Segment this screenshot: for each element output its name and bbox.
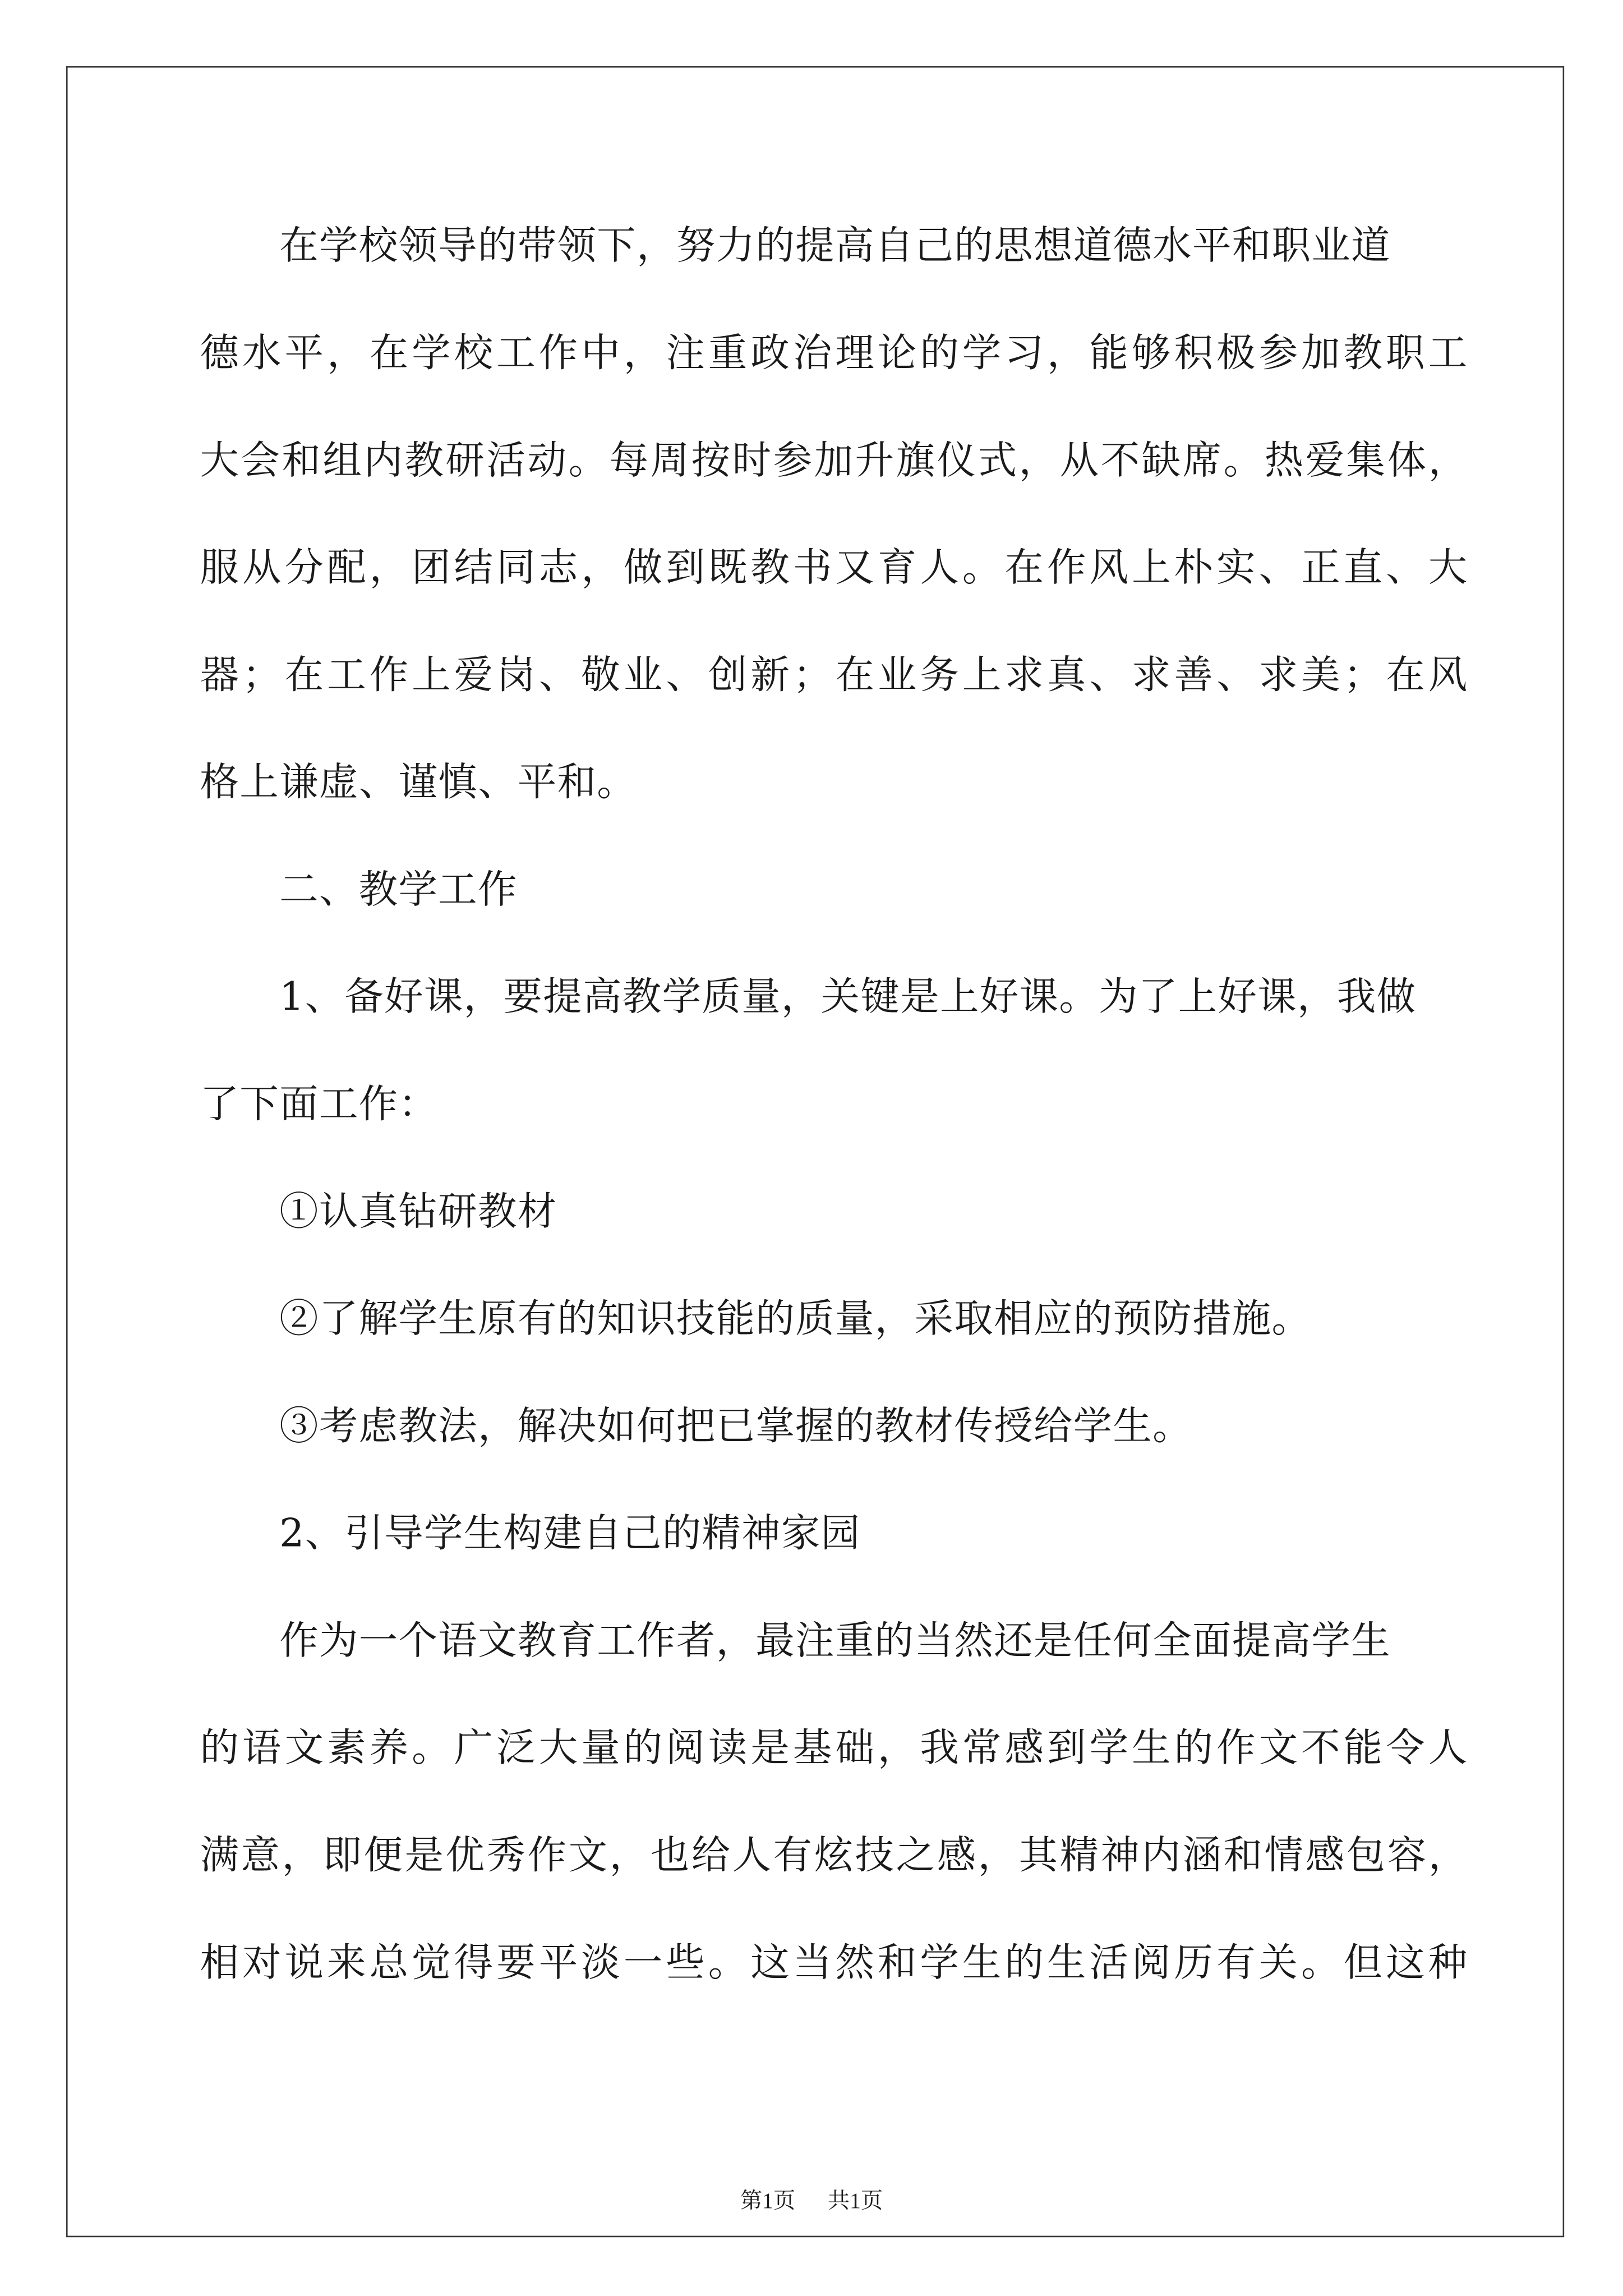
- list-item: ③考虑教法，解决如何把已掌握的教材传授给学生。: [279, 1404, 1192, 1450]
- text-line: 大会和组内教研活动。每周按时参加升旗仪式，从不缺席。热爱集体，: [200, 438, 1468, 484]
- page-footer: [0, 2187, 1623, 2216]
- text-line: 的语文素养。广泛大量的阅读是基础，我常感到学生的作文不能令人: [200, 1726, 1468, 1772]
- text-line: 了下面工作：: [200, 1082, 439, 1128]
- text-line: 1、备好课，要提高教学质量，关键是上好课。为了上好课，我做: [279, 974, 1417, 1020]
- list-item: ②了解学生原有的知识技能的质量，采取相应的预防措施。: [279, 1296, 1312, 1342]
- text-line: 满意，即便是优秀作文，也给人有炫技之感，其精神内涵和情感包容，: [200, 1833, 1468, 1879]
- page-total: 共1页: [827, 2190, 883, 2214]
- text-line: 德水平，在学校工作中，注重政治理论的学习，能够积极参加教职工: [200, 330, 1468, 376]
- text-line: 器；在工作上爱岗、敬业、创新；在业务上求真、求善、求美；在风: [200, 652, 1468, 698]
- subsection-heading: 2、引导学生构建自己的精神家园: [279, 1511, 861, 1557]
- page-number: 第1页: [740, 2190, 796, 2214]
- text-line: 在学校领导的带领下，努力的提高自己的思想道德水平和职业道: [279, 223, 1391, 269]
- text-line: 作为一个语文教育工作者，最注重的当然还是任何全面提高学生: [279, 1618, 1391, 1664]
- text-line: 格上谦虚、谨慎、平和。: [200, 760, 637, 806]
- text-line: 服从分配，团结同志，做到既教书又育人。在作风上朴实、正直、大: [200, 545, 1468, 591]
- page-border: [66, 66, 1564, 2237]
- list-item: ①认真钻研教材: [279, 1189, 557, 1235]
- text-line: 相对说来总觉得要平淡一些。这当然和学生的生活阅历有关。但这种: [200, 1940, 1468, 1986]
- section-heading: 二、教学工作: [279, 867, 518, 913]
